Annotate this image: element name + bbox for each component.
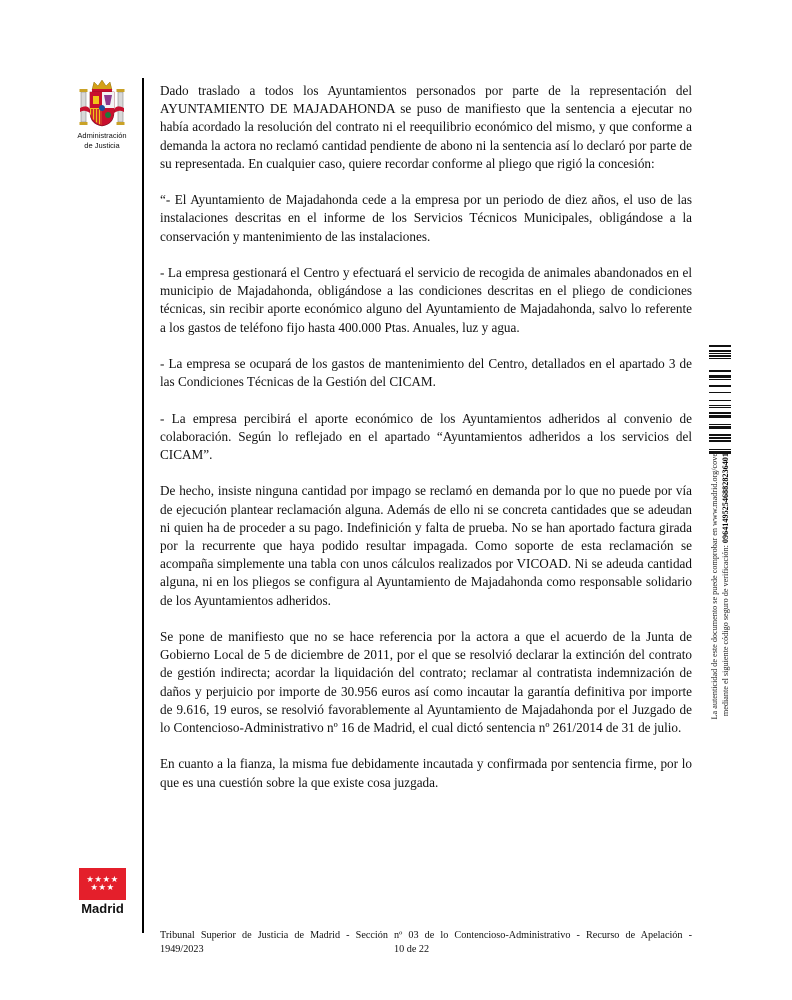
madrid-flag-icon [79,868,126,900]
administracion-justicia-logo [74,78,130,150]
footer-case-number: 1949/2023 [160,944,204,955]
barcode-bar [709,370,731,372]
logo-label-line2: de Justicia [84,141,120,150]
verification-strip [709,345,733,745]
barcode-bar [709,437,731,439]
barcode-bar [709,375,731,378]
barcode-bar [709,345,731,347]
barcode-bar [709,400,731,401]
barcode-bar [709,405,731,406]
paragraph: - La empresa percibirá el aporte económico de los Ayuntamientos adheridos al convenio de colaboración. Según lo reflejado en el apartado “Ayuntamientos adheridos a los servicios del CICAM”. [160,410,692,462]
barcode-bar [709,379,731,380]
barcode-bar [709,415,731,418]
verification-code: 0964149525468828236401 [721,453,730,544]
verification-line-2: mediante el siguiente código seguro de verificación: [721,545,730,717]
stars-row-2: ★★★ [90,883,115,893]
paragraph: Se pone de manifiesto que no se hace referencia por la actora a que el acuerdo de la Junta de Gobierno Local de 5 de diciembre de 2011, por el que se resolvió declarar la extinción del contrato de gestión indirecta; acordar la liquidación del contrato; reclamar al contratista indemnización de daños y perjuicio por importe de 30.956 euros así como incautar la garantía definitiva por importe de 9.616, 19 euros, se resolvió favorablemente al Ayuntamiento de Majadahonda por el Juzgado de lo Contencioso-Administrativo nº 16 de Madrid, el cual dictó sentencia nº 261/2014 de 31 de julio. [160,629,692,736]
page-footer [160,929,692,957]
barcode-bar [709,355,731,357]
document-body [160,82,692,810]
paragraph: Dado traslado a todos los Ayuntamientos personados por parte de la representación del AYUNTAMIENTO DE MAJADAHONDA se puso de manifiesto que la sentencia a ejecutar no había acordado la resolución del contrato ni el reequilibrio económico del mismo, y que conforme a demanda la actora no reclamó cantidad pendiente de abono ni la sentencia así lo declaró por parte de su representada. En cualquier caso, quiere recordar conforme al pliego que rigió la concesión: [160,83,692,171]
logo-label-line1: Administración [77,131,127,140]
barcode-bar [709,358,731,359]
comunidad-madrid-logo [79,868,126,916]
barcode-bar [709,350,731,352]
verification-line-1: La autenticidad de este documento se puede comprobar en www.madrid.org/cove [710,453,719,720]
verification-text [709,453,733,853]
madrid-logo-name: Madrid [81,901,124,916]
barcode-bar [709,412,731,414]
paragraph: “- El Ayuntamiento de Majadahonda cede a la empresa por un periodo de diez años, el uso de las instalaciones descritas en el informe de los Servicios Técnicos Municipales, obligándose a la conservación y mantenimiento de las instalaciones. [160,192,692,244]
barcode-bar [709,407,731,408]
paragraph: - La empresa gestionará el Centro y efectuará el servicio de recogida de animales abandonados en el municipio de Majadahonda, obligándose a las condiciones descritas en el pliego de condiciones técnicas, sin recibir aporte económico alguno del Ayuntamiento de Majadahonda, salvo lo referente a los gastos de teléfono fijo hasta 400.000 Ptas. Anuales, luz y agua. [160,265,692,335]
barcode-bar [709,392,731,393]
paragraph: - La empresa se ocupará de los gastos de mantenimiento del Centro, detallados en el apartado 3 de las Condiciones Técnicas de la Gestión del CICAM. [160,356,692,390]
barcode-bar [709,449,731,450]
barcode-bar [709,353,731,354]
stars-row-1: ★★★★ [86,875,119,885]
margin-rule [142,78,144,933]
paragraph: En cuanto a la fianza, la misma fue debidamente incautada y confirmada por sentencia firme, por lo que es una cuestión sobre la que existe cosa juzgada. [160,756,692,790]
barcode-icon [709,345,731,455]
barcode-bar [709,385,731,387]
barcode-bar [709,424,731,425]
paragraph: De hecho, insiste ninguna cantidad por impago se reclamó en demanda por lo que no puede por vía de ejecución plantear reclamación alguna. Además de ello ni se concreta cantidades que se adeudan ni quien ha de proceder a su pago. Indefinición y falta de prueba. No se han aportado factura girada por la recurrente que haya podido resultar impagada. Como soporte de esta reclamación se acompaña simplemente una tabla con unos cálculos realizados por VICOAD. Ni se adeuda cantidad alguna, ni en los pliegos se configura al Ayuntamiento de Majadahonda como responsable solidario de los Ayuntamientos adheridos. [160,483,692,608]
barcode-bar [709,440,731,442]
footer-court-line: Tribunal Superior de Justicia de Madrid - Sección nº 03 de lo Contencioso-Administrativo - Recurso de Apelación - [160,930,692,941]
barcode-bar [709,434,731,436]
page-indicator: 10 de 22 [394,944,430,955]
spain-coat-of-arms-icon [78,78,126,130]
barcode-bar [709,426,731,429]
